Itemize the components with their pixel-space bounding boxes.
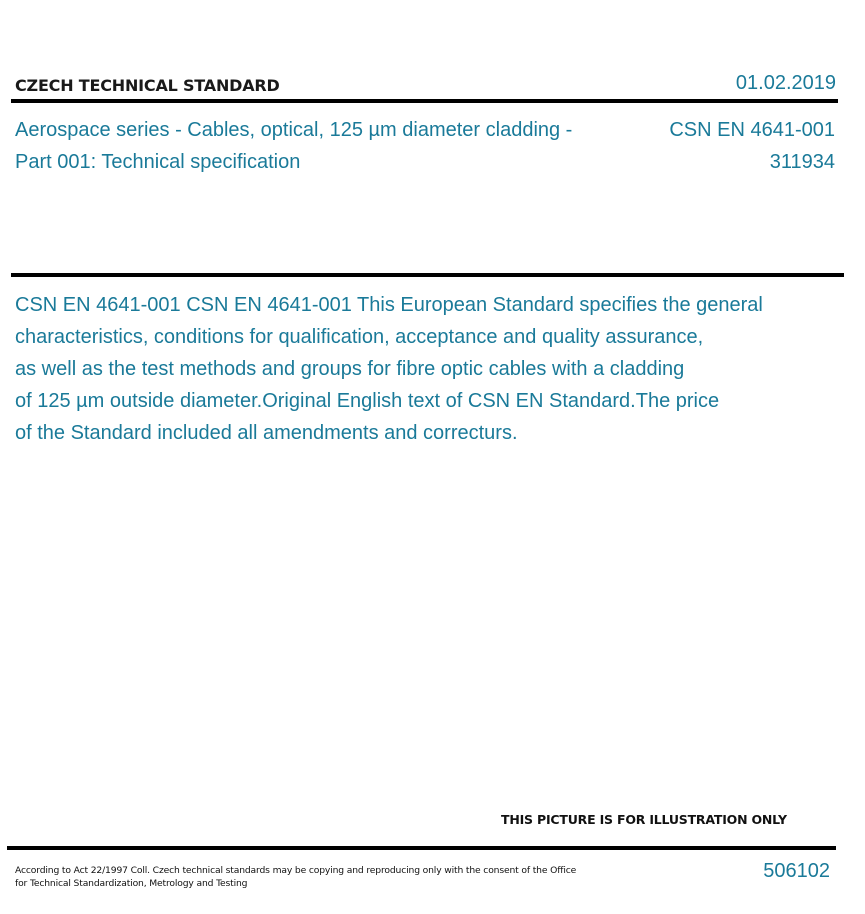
document-identifiers xyxy=(669,114,835,178)
standard-code: CSN EN 4641-001 xyxy=(669,119,835,141)
document-title: Aerospace series - Cables, optical, 125 µm diameter cladding - Part 001: Technical specification xyxy=(15,119,573,173)
abstract-divider xyxy=(11,273,844,277)
catalog-number: 506102 xyxy=(763,860,830,882)
standard-type-label: CZECH TECHNICAL STANDARD xyxy=(15,76,280,95)
publication-date: 01.02.2019 xyxy=(735,72,836,94)
class-number: 311934 xyxy=(769,151,835,173)
footer-divider xyxy=(7,846,836,850)
document-abstract: CSN EN 4641-001 CSN EN 4641-001 This European Standard specifies the general characteristics, conditions for qualification, acceptance and quality assurance, as well as the test methods and groups for fibre optic cables with a cladding of 125 µm outside diameter.Original English text of CSN EN Standard.The price of the Standard included all amendments and correcturs. xyxy=(15,294,763,444)
header-divider xyxy=(11,99,838,103)
legal-notice: According to Act 22/1997 Coll. Czech technical standards may be copying and reproducing only with the consent of the Office for Technical Standardization, Metrology and Testing xyxy=(15,865,577,889)
illustration-disclaimer: THIS PICTURE IS FOR ILLUSTRATION ONLY xyxy=(501,812,787,827)
